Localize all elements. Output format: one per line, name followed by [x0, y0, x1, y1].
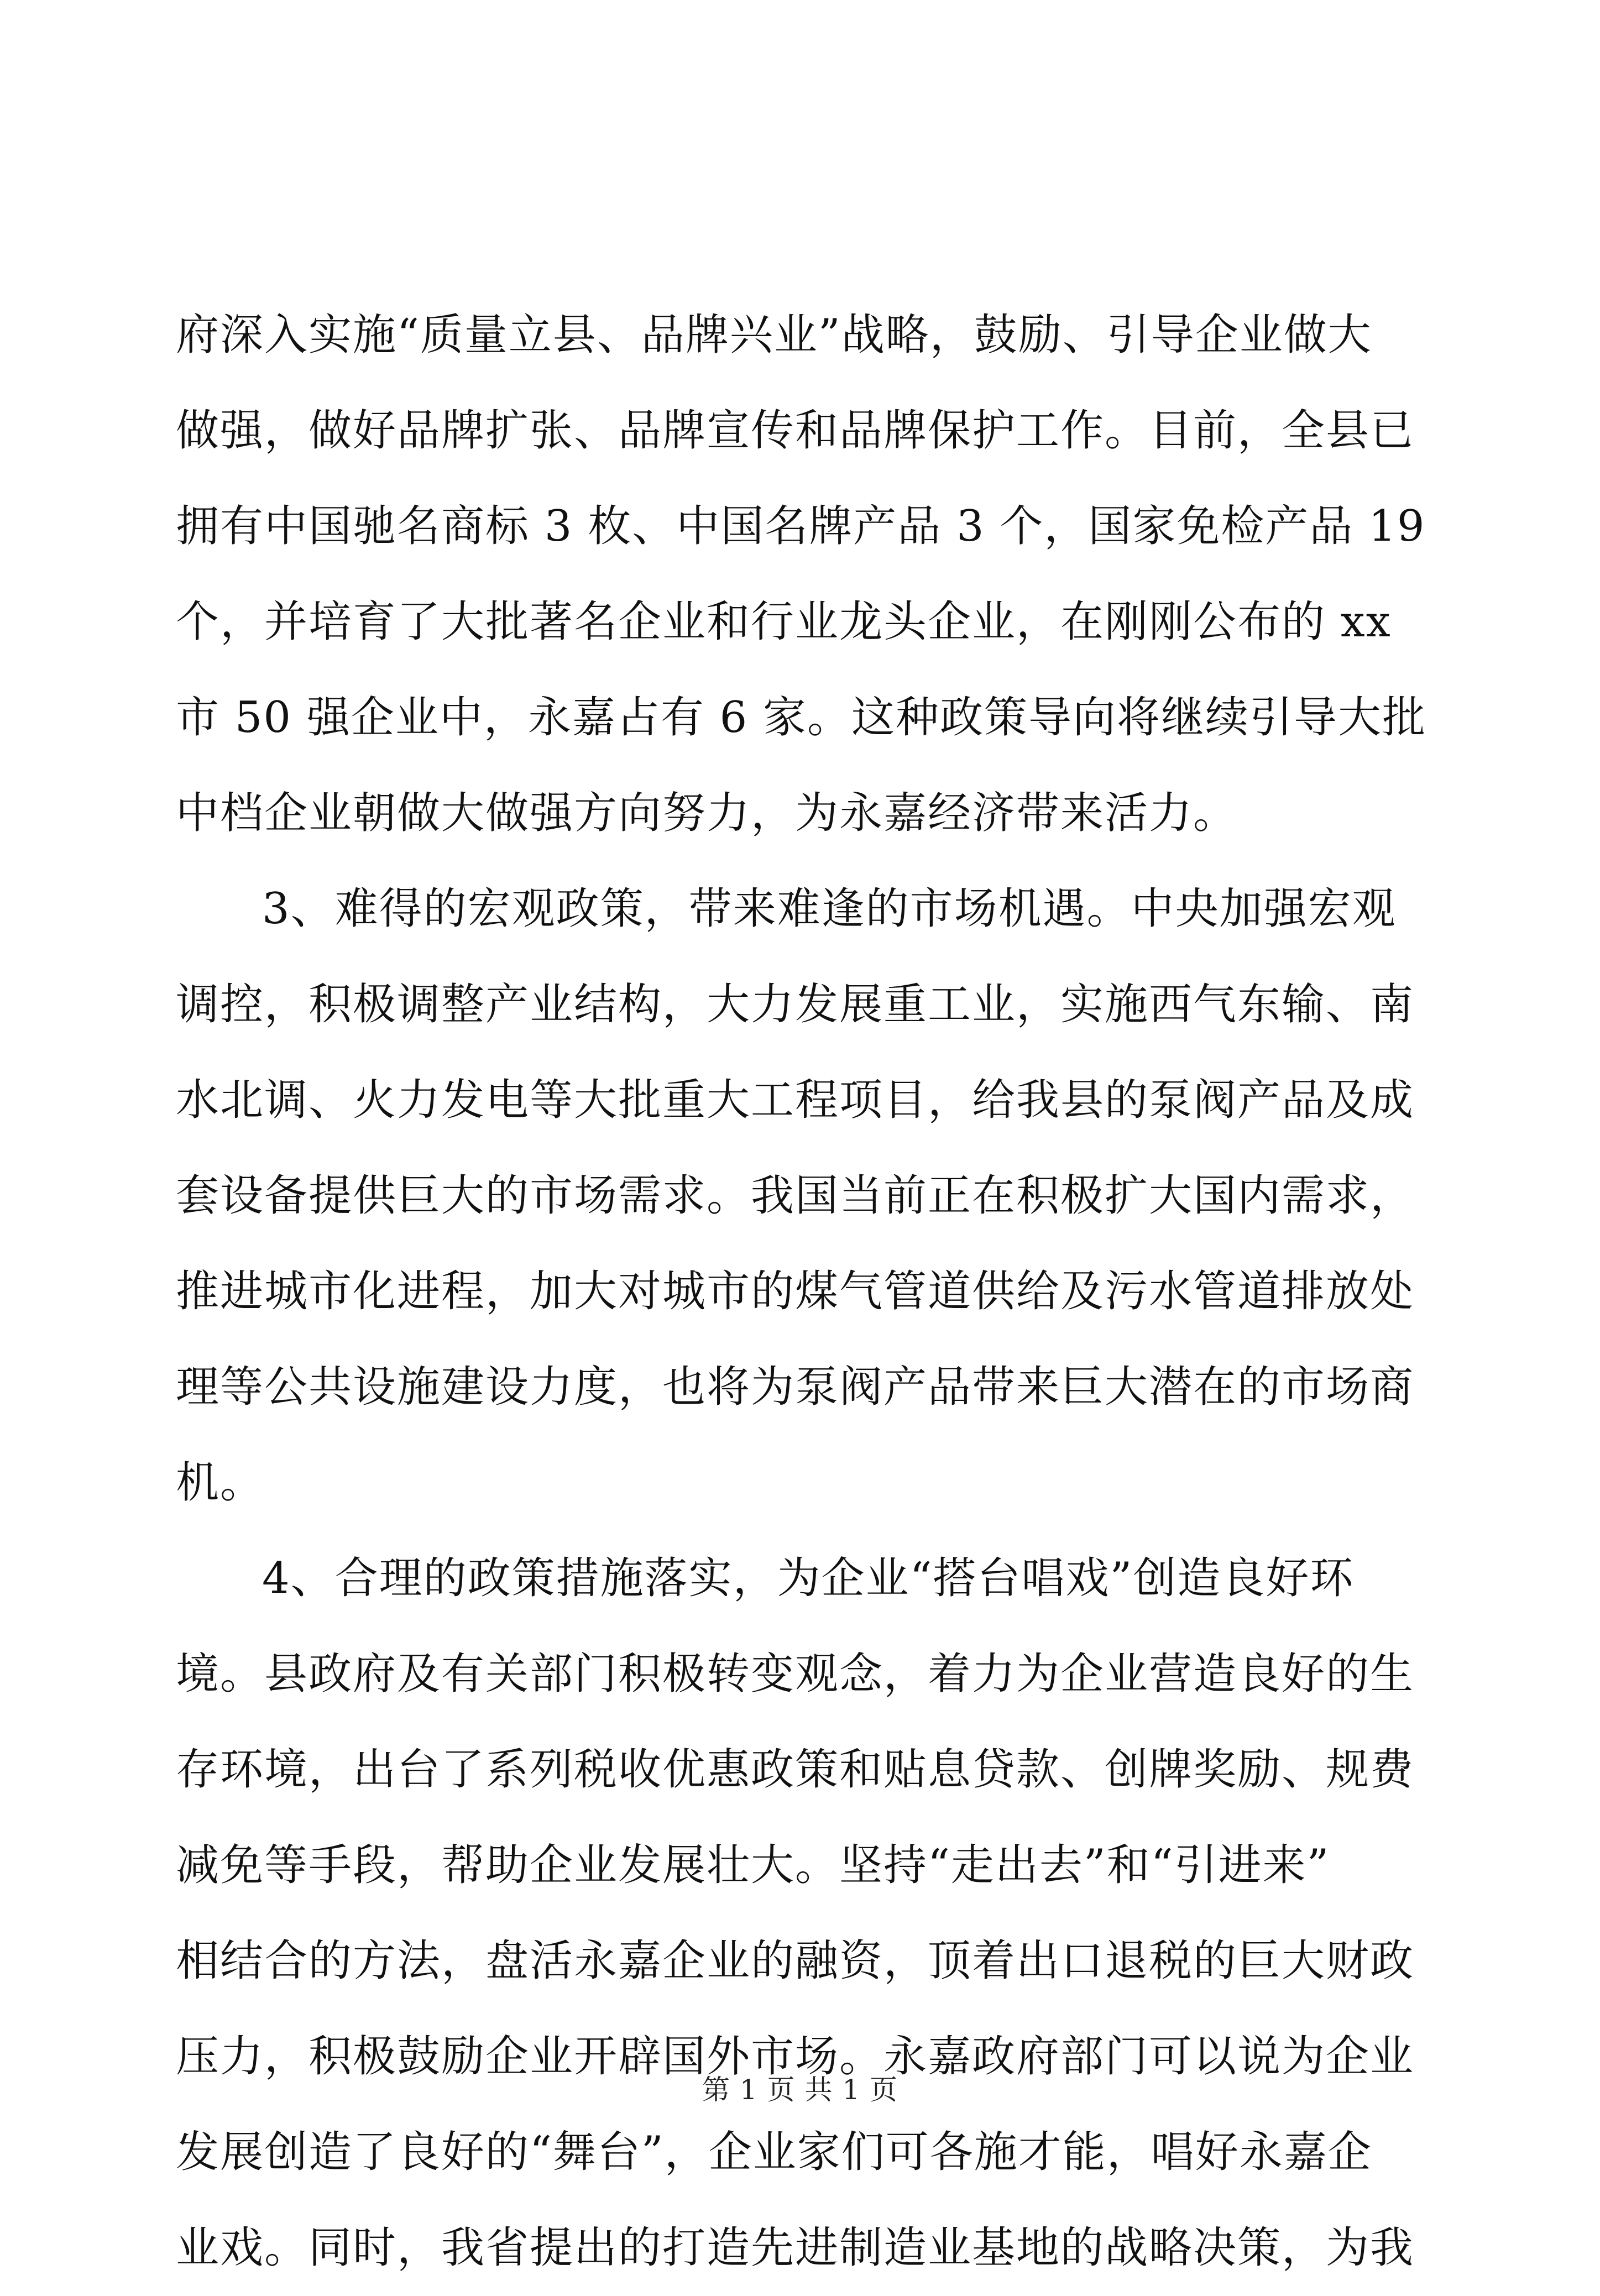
- text-line: 理等公共设施建设力度，也将为泵阀产品带来巨大潜在的市场商: [176, 1362, 1415, 1412]
- text-line: 府深入实施“质量立县、品牌兴业”战略，鼓励、引导企业做大: [176, 310, 1372, 360]
- text-line: 中档企业朝做大做强方向努力，为永嘉经济带来活力。: [176, 788, 1238, 838]
- text-line: 存环境，出台了系列税收优惠政策和贴息贷款、创牌奖励、规费: [176, 1745, 1415, 1795]
- text-line: 机。: [176, 1458, 265, 1508]
- text-line: 个，并培育了大批著名企业和行业龙头企业，在刚刚公布的 xx: [176, 597, 1392, 647]
- text-line: 发展创造了良好的“舞台”，企业家们可各施才能，唱好永嘉企: [176, 2127, 1372, 2177]
- text-line: 压力，积极鼓励企业开辟国外市场。永嘉政府部门可以说为企业: [176, 2032, 1415, 2081]
- page-footer: 第 1 页 共 1 页: [702, 2074, 898, 2106]
- text-line: 业戏。同时，我省提出的打造先进制造业基地的战略决策，为我: [176, 2223, 1415, 2273]
- text-line: 做强，做好品牌扩张、品牌宣传和品牌保护工作。目前，全县已: [176, 406, 1415, 456]
- body-text: [176, 287, 1427, 2296]
- paragraph-start-line: 3、难得的宏观政策，带来难逢的市场机遇。中央加强宏观: [262, 884, 1397, 934]
- text-line: 调控，积极调整产业结构，大力发展重工业，实施西气东输、南: [176, 980, 1415, 1029]
- text-line: 水北调、火力发电等大批重大工程项目，给我县的泵阀产品及成: [176, 1075, 1415, 1125]
- text-line: 市 50 强企业中，永嘉占有 6 家。这种政策导向将继续引导大批: [176, 693, 1427, 742]
- text-line: 减免等手段，帮助企业发展壮大。坚持“走出去”和“引进来”: [176, 1840, 1330, 1890]
- text-line: 拥有中国驰名商标 3 枚、中国名牌产品 3 个，国家免检产品 19: [176, 501, 1426, 551]
- text-line: 推进城市化进程，加大对城市的煤气管道供给及污水管道排放处: [176, 1267, 1415, 1316]
- text-line: 套设备提供巨大的市场需求。我国当前正在积极扩大国内需求，: [176, 1171, 1415, 1221]
- text-line: 境。县政府及有关部门积极转变观念，着力为企业营造良好的生: [176, 1649, 1415, 1699]
- paragraph-start-line: 4、合理的政策措施落实，为企业“搭台唱戏”创造良好环: [262, 1554, 1355, 1603]
- text-line: 相结合的方法，盘活永嘉企业的融资，顶着出口退税的巨大财政: [176, 1936, 1415, 1986]
